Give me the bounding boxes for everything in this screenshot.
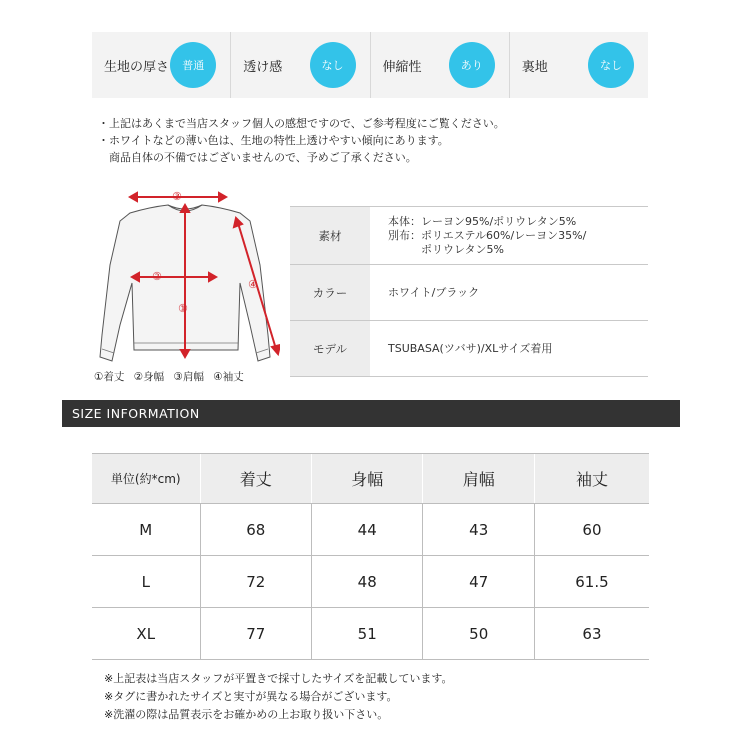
size-cell: XL <box>92 608 200 660</box>
value-cell: 51 <box>311 608 422 660</box>
size-information-banner: SIZE INFORMATION <box>62 400 680 427</box>
diagram-legend <box>94 369 250 384</box>
note-line: ・ホワイトなどの薄い色は、生地の特性上透けやすい傾向にあります。 <box>98 134 449 147</box>
size-table <box>92 453 649 660</box>
marker-body-width: ② <box>152 270 162 283</box>
spec-value: TSUBASA(ツバサ)/XLサイズ着用 <box>388 341 553 355</box>
spec-row-material <box>290 207 648 265</box>
header-cell: 袖丈 <box>534 454 649 504</box>
attr-lining <box>510 32 648 98</box>
note-line: ・上記はあくまで当店スタッフ個人の感想ですので、ご参考程度にご覧ください。 <box>98 117 505 130</box>
value-cell: 68 <box>200 504 311 556</box>
header-cell: 身幅 <box>311 454 422 504</box>
marker-shoulder: ③ <box>172 190 182 203</box>
spec-row-color <box>290 265 648 321</box>
size-cell: L <box>92 556 200 608</box>
size-cell: M <box>92 504 200 556</box>
note-line: ※タグに書かれたサイズと実寸が異なる場合がございます。 <box>104 690 398 703</box>
value-cell: 63 <box>534 608 649 660</box>
notes-top <box>98 115 505 166</box>
spec-head: モデル <box>290 321 370 376</box>
marker-length: ① <box>178 302 188 315</box>
value-cell: 48 <box>311 556 422 608</box>
attr-label: 生地の厚さ <box>104 59 170 75</box>
table-row <box>92 504 649 556</box>
value-cell: 72 <box>200 556 311 608</box>
value-cell: 60 <box>534 504 649 556</box>
attr-label: 伸縮性 <box>382 59 422 75</box>
spec-head: カラー <box>290 265 370 320</box>
attr-badge: 普通 <box>170 42 216 88</box>
legend-item: ④袖丈 <box>213 371 244 383</box>
spec-value: ホワイト/ブラック <box>388 285 480 299</box>
attr-stretch <box>371 32 510 98</box>
table-row <box>92 556 649 608</box>
header-cell: 単位(約*cm) <box>92 454 200 504</box>
note-line: 商品自体の不備ではございませんので、予めご了承ください。 <box>98 151 417 164</box>
note-line: ※上記表は当店スタッフが平置きで採寸したサイズを記載しています。 <box>104 672 453 685</box>
legend-item: ③肩幅 <box>173 371 204 383</box>
size-table-header <box>92 454 649 504</box>
material-line: 別布：ポリエステル60%/レーヨン35%/ <box>388 228 587 242</box>
spec-table <box>290 206 648 377</box>
legend-item: ②身幅 <box>133 371 165 383</box>
material-line: ポリウレタン5% <box>388 242 505 256</box>
header-cell: 着丈 <box>200 454 311 504</box>
attr-badge: なし <box>310 42 356 88</box>
value-cell: 44 <box>311 504 422 556</box>
attr-badge: あり <box>449 42 495 88</box>
value-cell: 61.5 <box>534 556 649 608</box>
value-cell: 50 <box>423 608 534 660</box>
attr-badge: なし <box>588 42 634 88</box>
attr-label: 透け感 <box>243 59 283 75</box>
attr-label: 裏地 <box>521 59 548 75</box>
notes-bottom <box>104 670 452 724</box>
marker-sleeve: ④ <box>248 278 258 291</box>
value-cell: 77 <box>200 608 311 660</box>
note-line: ※洗濯の際は品質表示をお確かめの上お取り扱い下さい。 <box>104 708 389 721</box>
fabric-attributes-bar <box>92 32 648 98</box>
value-cell: 47 <box>423 556 534 608</box>
spec-head: 素材 <box>290 207 370 264</box>
spec-value <box>370 207 648 264</box>
attr-transparency <box>231 32 370 98</box>
header-cell: 肩幅 <box>423 454 534 504</box>
material-line: 本体：レーヨン95%/ポリウレタン5% <box>388 214 577 228</box>
value-cell: 43 <box>423 504 534 556</box>
attr-thickness <box>92 32 231 98</box>
legend-item: ①着丈 <box>94 371 125 383</box>
table-row <box>92 608 649 660</box>
spec-row-model <box>290 321 648 377</box>
